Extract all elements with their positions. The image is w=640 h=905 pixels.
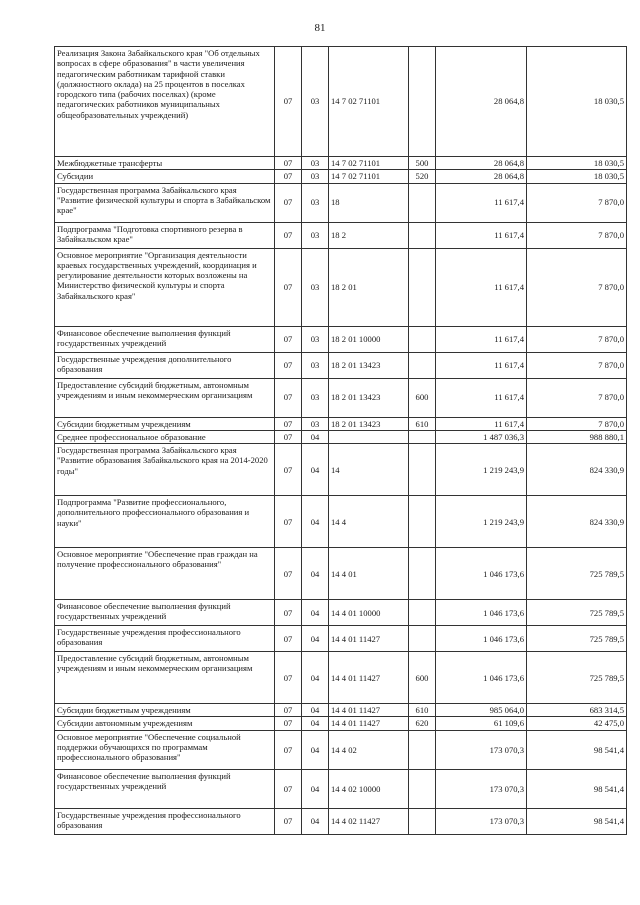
row-podrazdel: 04 (302, 430, 329, 443)
row-sum-1: 11 617,4 (436, 222, 527, 248)
row-name: Основное мероприятие "Обеспечение прав граждан на получение профессионального образования" (55, 548, 275, 600)
table-row (55, 600, 627, 626)
row-sum-2: 725 789,5 (527, 548, 627, 600)
row-target-article: 14 4 02 10000 (329, 769, 409, 808)
table-row (55, 652, 627, 704)
row-razdel: 07 (275, 430, 302, 443)
row-podrazdel: 04 (302, 444, 329, 496)
row-sum-1: 173 070,3 (436, 730, 527, 769)
row-razdel: 07 (275, 717, 302, 730)
row-sum-2: 824 330,9 (527, 496, 627, 548)
row-expense-type (409, 626, 436, 652)
row-podrazdel: 03 (302, 222, 329, 248)
row-expense-type (409, 352, 436, 378)
row-sum-1: 173 070,3 (436, 769, 527, 808)
row-name: Субсидии бюджетным учреждениям (55, 704, 275, 717)
row-expense-type (409, 222, 436, 248)
row-podrazdel: 03 (302, 326, 329, 352)
table-row (55, 430, 627, 443)
row-target-article (329, 430, 409, 443)
row-sum-2: 7 870,0 (527, 378, 627, 417)
row-razdel: 07 (275, 248, 302, 326)
row-expense-type (409, 769, 436, 808)
row-sum-1: 1 046 173,6 (436, 652, 527, 704)
row-sum-1: 11 617,4 (436, 326, 527, 352)
budget-table (54, 46, 627, 835)
row-sum-1: 11 617,4 (436, 417, 527, 430)
row-expense-type: 610 (409, 417, 436, 430)
table-row (55, 352, 627, 378)
row-sum-1: 173 070,3 (436, 808, 527, 834)
row-razdel: 07 (275, 222, 302, 248)
row-name: Межбюджетные трансферты (55, 157, 275, 170)
table-row (55, 183, 627, 222)
row-razdel: 07 (275, 326, 302, 352)
row-sum-1: 1 219 243,9 (436, 444, 527, 496)
row-podrazdel: 04 (302, 548, 329, 600)
row-razdel: 07 (275, 47, 302, 157)
row-razdel: 07 (275, 170, 302, 183)
table-row (55, 222, 627, 248)
page-number: 81 (314, 22, 326, 34)
row-name: Государственные учреждения профессионального образования (55, 626, 275, 652)
row-name: Финансовое обеспечение выполнения функций государственных учреждений (55, 600, 275, 626)
row-razdel: 07 (275, 808, 302, 834)
row-target-article: 14 7 02 71101 (329, 47, 409, 157)
row-sum-2: 98 541,4 (527, 730, 627, 769)
row-sum-2: 18 030,5 (527, 170, 627, 183)
row-podrazdel: 04 (302, 808, 329, 834)
row-podrazdel: 04 (302, 769, 329, 808)
table-row (55, 248, 627, 326)
row-expense-type (409, 808, 436, 834)
row-sum-2: 7 870,0 (527, 352, 627, 378)
table-row (55, 378, 627, 417)
row-razdel: 07 (275, 600, 302, 626)
row-target-article: 14 4 01 11427 (329, 652, 409, 704)
row-target-article: 14 (329, 444, 409, 496)
row-razdel: 07 (275, 378, 302, 417)
row-expense-type (409, 444, 436, 496)
row-target-article: 14 7 02 71101 (329, 170, 409, 183)
row-name: Предоставление субсидий бюджетным, автономным учреждениям и иным некоммерческим организациям (55, 652, 275, 704)
row-razdel: 07 (275, 730, 302, 769)
row-expense-type: 600 (409, 378, 436, 417)
row-podrazdel: 04 (302, 600, 329, 626)
row-name: Подпрограмма "Развитие профессионального, дополнительного профессионального образования и науки" (55, 496, 275, 548)
row-sum-1: 1 219 243,9 (436, 496, 527, 548)
row-sum-2: 725 789,5 (527, 600, 627, 626)
table-row (55, 808, 627, 834)
row-sum-2: 42 475,0 (527, 717, 627, 730)
row-target-article: 14 4 01 (329, 548, 409, 600)
row-target-article: 14 4 02 (329, 730, 409, 769)
row-expense-type: 600 (409, 652, 436, 704)
row-name: Субсидии бюджетным учреждениям (55, 417, 275, 430)
table-row (55, 496, 627, 548)
row-sum-2: 7 870,0 (527, 183, 627, 222)
row-sum-1: 1 487 036,3 (436, 430, 527, 443)
row-sum-1: 11 617,4 (436, 183, 527, 222)
row-expense-type (409, 600, 436, 626)
row-target-article: 14 4 02 11427 (329, 808, 409, 834)
row-sum-2: 98 541,4 (527, 769, 627, 808)
row-podrazdel: 03 (302, 157, 329, 170)
row-razdel: 07 (275, 496, 302, 548)
row-name: Финансовое обеспечение выполнения функций государственных учреждений (55, 769, 275, 808)
row-sum-2: 824 330,9 (527, 444, 627, 496)
row-podrazdel: 04 (302, 717, 329, 730)
row-razdel: 07 (275, 626, 302, 652)
row-target-article: 18 2 01 13423 (329, 378, 409, 417)
row-sum-2: 7 870,0 (527, 417, 627, 430)
row-target-article: 14 4 01 11427 (329, 704, 409, 717)
row-podrazdel: 03 (302, 248, 329, 326)
row-name: Подпрограмма "Подготовка спортивного резерва в Забайкальском крае" (55, 222, 275, 248)
row-expense-type: 620 (409, 717, 436, 730)
row-expense-type: 520 (409, 170, 436, 183)
row-name: Субсидии (55, 170, 275, 183)
row-name: Предоставление субсидий бюджетным, автономным учреждениям и иным некоммерческим организациям (55, 378, 275, 417)
row-razdel: 07 (275, 704, 302, 717)
row-expense-type (409, 496, 436, 548)
row-podrazdel: 04 (302, 626, 329, 652)
row-name: Государственная программа Забайкальского края "Развитие физической культуры и спорта в Забайкальском крае" (55, 183, 275, 222)
row-target-article: 18 (329, 183, 409, 222)
row-sum-2: 98 541,4 (527, 808, 627, 834)
table-row (55, 730, 627, 769)
row-expense-type (409, 548, 436, 600)
row-sum-1: 28 064,8 (436, 170, 527, 183)
row-sum-1: 28 064,8 (436, 47, 527, 157)
table-row (55, 626, 627, 652)
row-podrazdel: 03 (302, 352, 329, 378)
row-sum-1: 1 046 173,6 (436, 548, 527, 600)
row-expense-type (409, 47, 436, 157)
row-podrazdel: 04 (302, 496, 329, 548)
row-target-article: 14 4 (329, 496, 409, 548)
row-podrazdel: 04 (302, 730, 329, 769)
row-podrazdel: 03 (302, 378, 329, 417)
row-expense-type: 610 (409, 704, 436, 717)
row-sum-1: 11 617,4 (436, 378, 527, 417)
row-expense-type (409, 730, 436, 769)
row-name: Основное мероприятие "Организация деятельности краевых государственных учреждений, координация и регулирование деятельности которых возложены на Министерство физической культуры и спорта Забайкальского края" (55, 248, 275, 326)
row-name: Государственные учреждения дополнительного образования (55, 352, 275, 378)
row-razdel: 07 (275, 444, 302, 496)
row-podrazdel: 03 (302, 47, 329, 157)
row-name: Финансовое обеспечение выполнения функций государственных учреждений (55, 326, 275, 352)
row-target-article: 18 2 01 10000 (329, 326, 409, 352)
row-target-article: 14 7 02 71101 (329, 157, 409, 170)
row-sum-2: 7 870,0 (527, 326, 627, 352)
table-row (55, 326, 627, 352)
row-name: Среднее профессиональное образование (55, 430, 275, 443)
row-razdel: 07 (275, 769, 302, 808)
row-target-article: 14 4 01 11427 (329, 626, 409, 652)
row-razdel: 07 (275, 183, 302, 222)
row-sum-2: 683 314,5 (527, 704, 627, 717)
row-sum-1: 11 617,4 (436, 352, 527, 378)
table-row (55, 769, 627, 808)
row-target-article: 14 4 01 11427 (329, 717, 409, 730)
row-razdel: 07 (275, 352, 302, 378)
row-sum-1: 1 046 173,6 (436, 600, 527, 626)
row-name: Субсидии автономным учреждениям (55, 717, 275, 730)
row-podrazdel: 03 (302, 183, 329, 222)
row-podrazdel: 04 (302, 652, 329, 704)
table-row (55, 170, 627, 183)
row-expense-type (409, 183, 436, 222)
table-row (55, 417, 627, 430)
table-body (55, 47, 627, 835)
row-sum-1: 61 109,6 (436, 717, 527, 730)
row-name: Реализация Закона Забайкальского края "Об отдельных вопросах в сфере образования" в части увеличения педагогическим работникам тарифной ставки (должностного оклада) на 25 процентов в поселках городского типа (рабочих поселках) (кроме педагогических работников муниципальных общеобразовательных учреждений) (55, 47, 275, 157)
row-sum-2: 18 030,5 (527, 47, 627, 157)
row-sum-2: 18 030,5 (527, 157, 627, 170)
row-target-article: 14 4 01 10000 (329, 600, 409, 626)
row-sum-1: 985 064,0 (436, 704, 527, 717)
row-sum-2: 725 789,5 (527, 652, 627, 704)
row-sum-2: 725 789,5 (527, 626, 627, 652)
table-row (55, 157, 627, 170)
row-expense-type (409, 430, 436, 443)
row-sum-1: 11 617,4 (436, 248, 527, 326)
row-target-article: 18 2 01 13423 (329, 352, 409, 378)
table-row (55, 47, 627, 157)
row-razdel: 07 (275, 548, 302, 600)
row-sum-2: 7 870,0 (527, 248, 627, 326)
row-sum-2: 988 880,1 (527, 430, 627, 443)
row-razdel: 07 (275, 157, 302, 170)
row-target-article: 18 2 01 (329, 248, 409, 326)
table-row (55, 444, 627, 496)
table-row (55, 548, 627, 600)
row-name: Государственные учреждения профессионального образования (55, 808, 275, 834)
row-sum-1: 1 046 173,6 (436, 626, 527, 652)
row-name: Основное мероприятие "Обеспечение социальной поддержки обучающихся по программам профессионального образования" (55, 730, 275, 769)
row-target-article: 18 2 01 13423 (329, 417, 409, 430)
row-expense-type: 500 (409, 157, 436, 170)
row-podrazdel: 04 (302, 704, 329, 717)
row-expense-type (409, 248, 436, 326)
row-podrazdel: 03 (302, 417, 329, 430)
row-target-article: 18 2 (329, 222, 409, 248)
row-sum-1: 28 064,8 (436, 157, 527, 170)
row-sum-2: 7 870,0 (527, 222, 627, 248)
row-razdel: 07 (275, 417, 302, 430)
row-razdel: 07 (275, 652, 302, 704)
table-row (55, 704, 627, 717)
table-row (55, 717, 627, 730)
row-expense-type (409, 326, 436, 352)
row-podrazdel: 03 (302, 170, 329, 183)
row-name: Государственная программа Забайкальского края "Развитие образования Забайкальского края на 2014-2020 годы" (55, 444, 275, 496)
